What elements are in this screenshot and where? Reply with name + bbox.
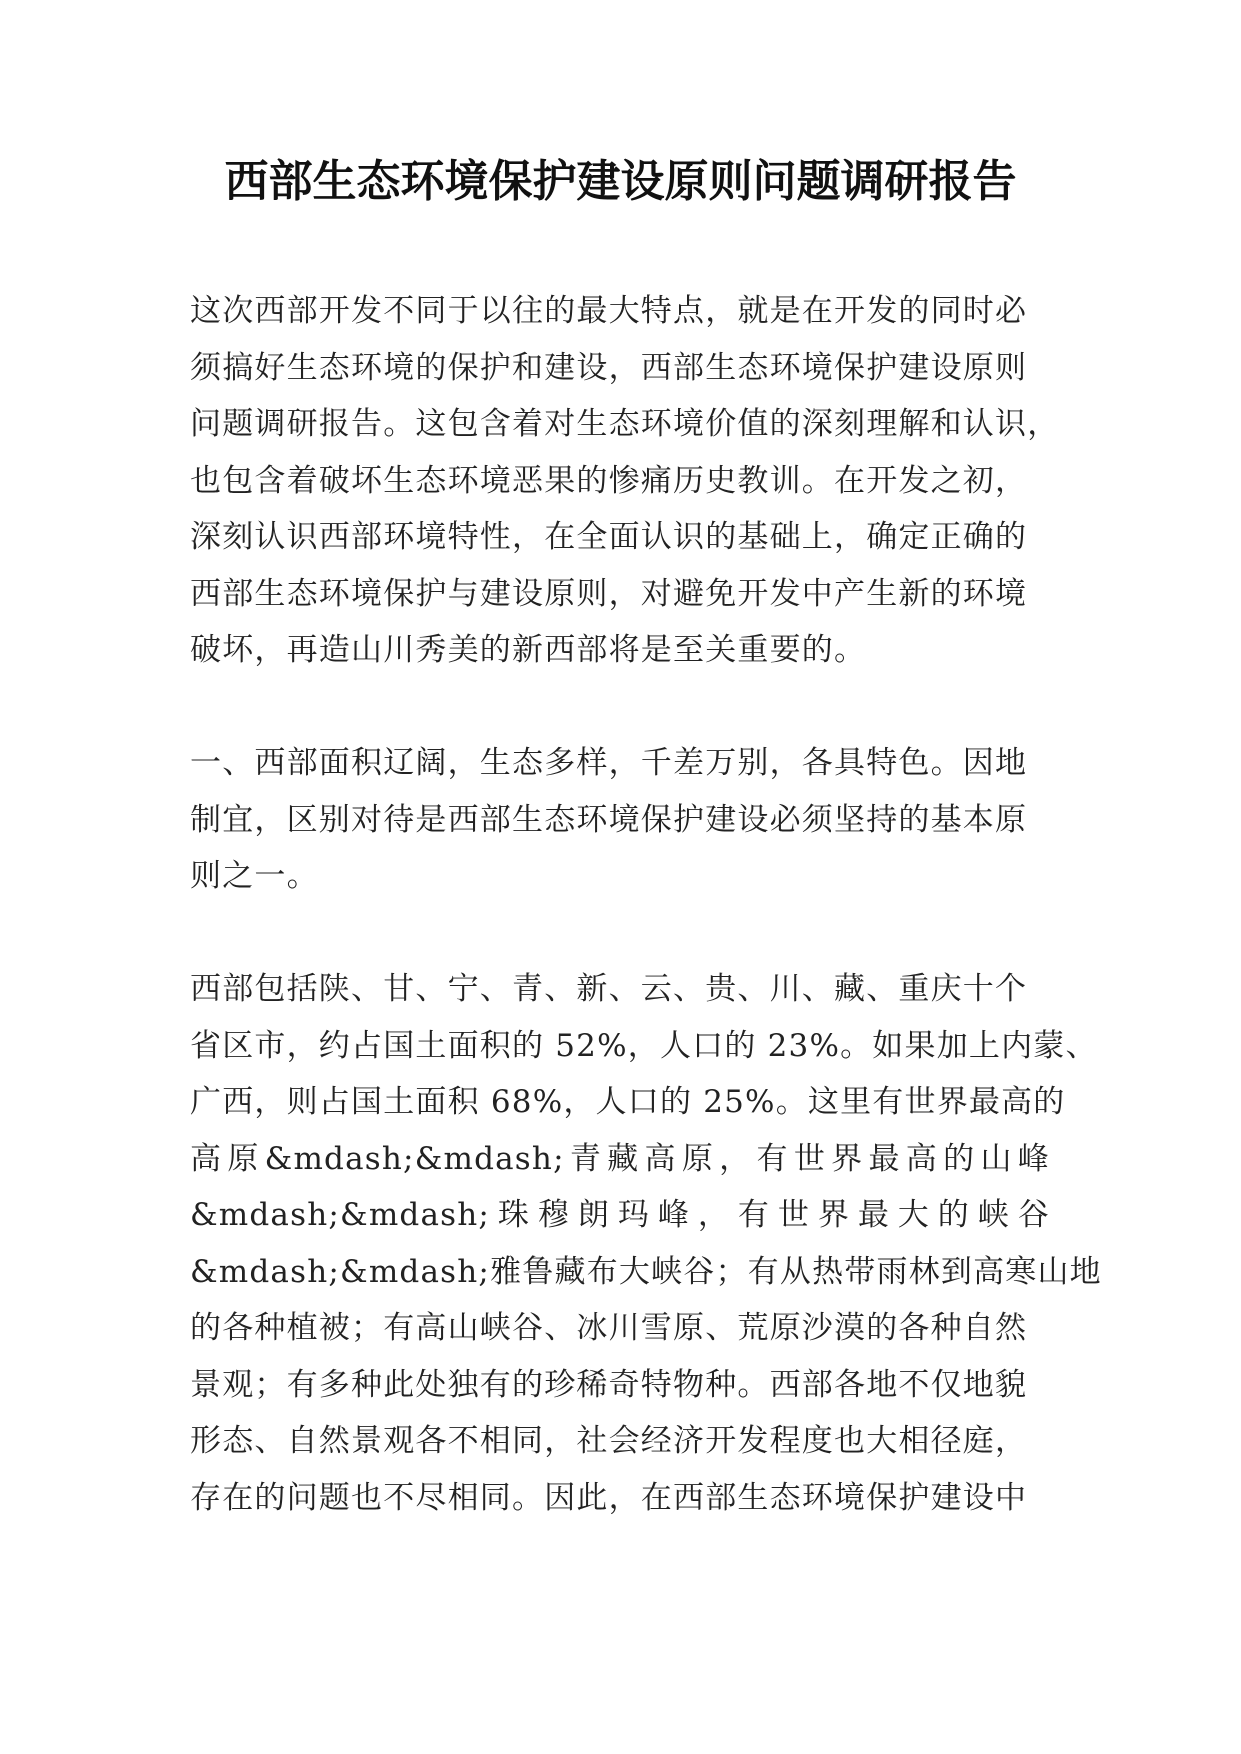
text-line: 广西，则占国土面积 68%，人口的 25%。这里有世界最高的 <box>190 1084 1066 1120</box>
text-line: 问题调研报告。这包含着对生态环境价值的深刻理解和认识， <box>190 406 1060 442</box>
text-line: 须搞好生态环境的保护和建设，西部生态环境保护建设原则 <box>190 349 1028 386</box>
text-line: &mdash;&mdash;雅鲁藏布大峡谷；有从热带雨林到高寒山地 <box>190 1253 1102 1290</box>
text-line: 景观；有多种此处独有的珍稀奇特物种。西部各地不仅地貌 <box>190 1366 1028 1403</box>
paragraph-gap <box>190 905 1050 962</box>
text-line: 则之一。 <box>190 858 319 894</box>
paragraph-2 <box>190 735 1050 905</box>
text-line: 省区市，约占国土面积的 52%，人口的 23%。如果加上内蒙、 <box>190 1027 1098 1064</box>
text-line: 存在的问题也不尽相同。因此，在西部生态环境保护建设中 <box>190 1479 1028 1516</box>
text-line: 这次西部开发不同于以往的最大特点，就是在开发的同时必 <box>190 293 1028 329</box>
text-line: 也包含着破坏生态环境恶果的惨痛历史教训。在开发之初， <box>190 462 1028 499</box>
paragraph-3 <box>190 961 1102 1526</box>
text-line: 形态、自然景观各不相同，社会经济开发程度也大相径庭， <box>190 1423 1028 1459</box>
text-line: 西部生态环境保护与建设原则，对避免开发中产生新的环境 <box>190 575 1028 612</box>
text-line: &mdash;&mdash;珠穆朗玛峰，有世界最大的峡谷 <box>190 1197 1050 1233</box>
text-line: 深刻认识西部环境特性，在全面认识的基础上，确定正确的 <box>190 519 1028 555</box>
text-line: 高原&mdash;&mdash;青藏高原，有世界最高的山峰 <box>190 1140 1050 1177</box>
paragraph-gap <box>190 679 1050 736</box>
document-title: 西部生态环境保护建设原则问题调研报告 <box>224 156 1017 207</box>
text-line: 制宜，区别对待是西部生态环境保护建设必须坚持的基本原 <box>190 801 1028 838</box>
text-line: 破坏，再造山川秀美的新西部将是至关重要的。 <box>190 632 867 668</box>
document-body <box>190 283 1102 1526</box>
paragraph-1 <box>190 283 1060 679</box>
text-line: 一、西部面积辽阔，生态多样，千差万别，各具特色。因地 <box>190 745 1028 781</box>
text-line: 西部包括陕、甘、宁、青、新、云、贵、川、藏、重庆十个 <box>190 971 1028 1007</box>
text-line: 的各种植被；有高山峡谷、冰川雪原、荒原沙漠的各种自然 <box>190 1310 1028 1346</box>
